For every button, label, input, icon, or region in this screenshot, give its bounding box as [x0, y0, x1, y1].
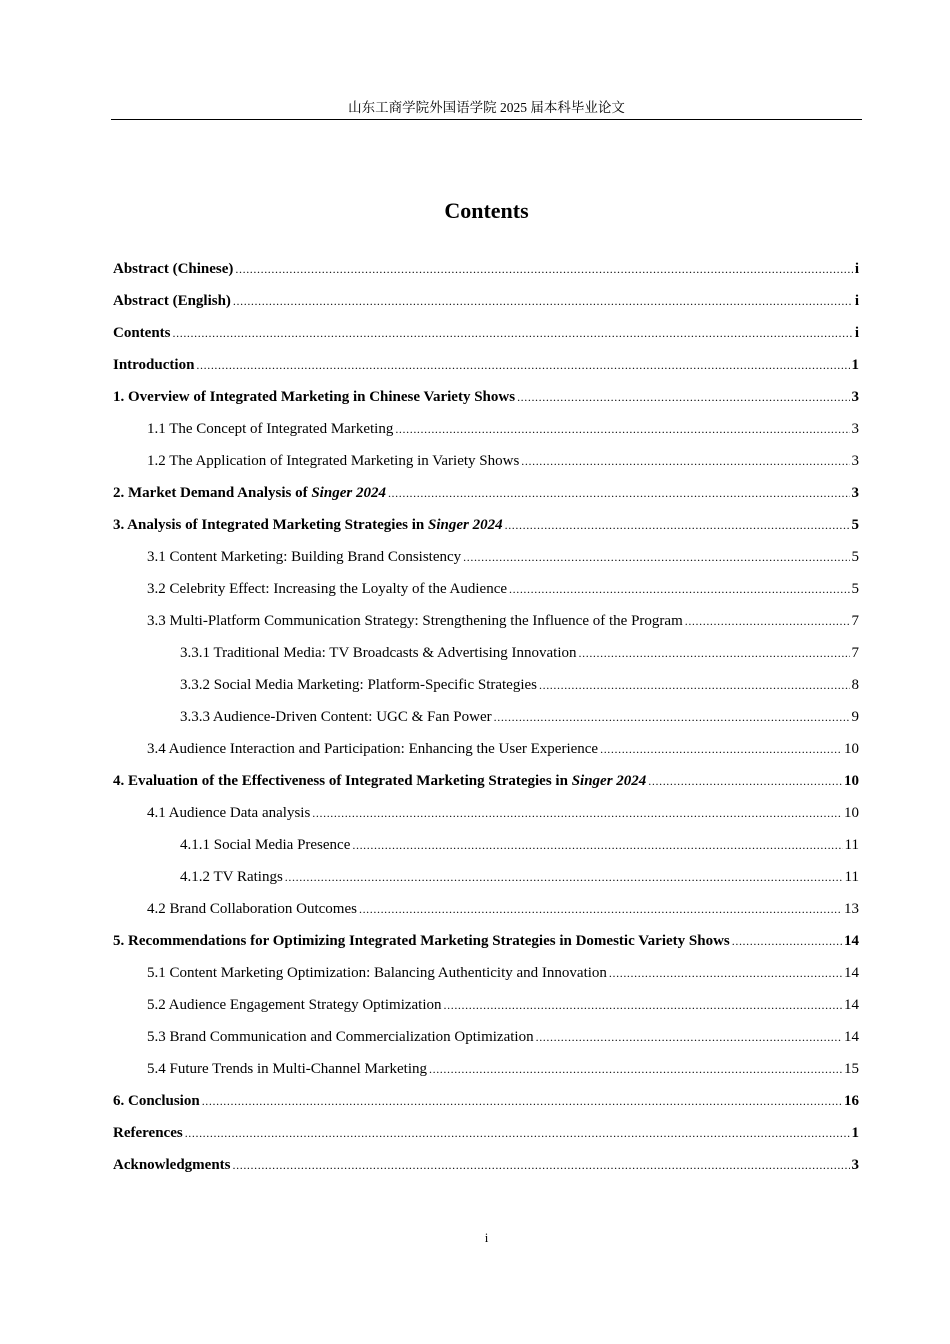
toc-entry-title-part: 5.2 Audience Engagement Strategy Optimization	[147, 997, 442, 1013]
toc-entry-page: 10	[844, 773, 859, 789]
toc-entry-page: 11	[844, 837, 859, 853]
toc-entry[interactable]	[113, 993, 859, 1025]
toc-entry-page: 3	[851, 389, 859, 405]
toc-entry-title	[180, 641, 577, 665]
toc-entry-title	[147, 961, 607, 985]
toc-entry-title	[147, 449, 519, 473]
toc-entry[interactable]	[113, 257, 859, 289]
toc-entry[interactable]	[113, 353, 859, 385]
toc-entry-title	[113, 929, 730, 953]
toc-dot-leader	[521, 449, 849, 473]
toc-entry[interactable]	[113, 737, 859, 769]
toc-entry-title	[113, 321, 171, 345]
toc-entry-title	[113, 513, 503, 537]
toc-entry[interactable]	[113, 897, 859, 929]
toc-dot-leader	[536, 1025, 842, 1049]
toc-entry-title	[147, 417, 393, 441]
toc-entry[interactable]	[113, 641, 859, 673]
toc-entry-page: i	[854, 293, 859, 309]
toc-entry-title	[113, 353, 194, 377]
toc-entry-title	[180, 865, 283, 889]
toc-entry-page: 14	[844, 997, 859, 1013]
toc-entry-page: 3	[851, 421, 859, 437]
toc-entry-title-part: Contents	[113, 325, 171, 341]
toc-dot-leader	[505, 513, 850, 537]
toc-entry-title-part: 1.2 The Application of Integrated Marketing in Variety Shows	[147, 453, 520, 469]
page-title: Contents	[444, 198, 529, 223]
toc-entry[interactable]	[113, 449, 859, 481]
toc-entry-page: 7	[851, 645, 859, 661]
toc-entry[interactable]	[113, 673, 859, 705]
toc-entry-title-part: Introduction	[113, 357, 195, 373]
toc-entry-page: 5	[851, 581, 859, 597]
toc-entry-title-part: Acknowledgments	[113, 1157, 231, 1173]
toc-entry-page: 10	[844, 741, 859, 757]
toc-entry[interactable]	[113, 833, 859, 865]
toc-entry-page: 5	[851, 517, 859, 533]
toc-dot-leader	[173, 321, 853, 345]
toc-entry-title	[113, 289, 231, 313]
toc-entry[interactable]	[113, 1153, 859, 1185]
toc-entry-title	[147, 801, 310, 825]
toc-entry-title	[113, 769, 646, 793]
toc-entry[interactable]	[113, 961, 859, 993]
toc-entry-title	[180, 705, 492, 729]
toc-dot-leader	[285, 865, 843, 889]
toc-dot-leader	[202, 1089, 842, 1113]
toc-dot-leader	[732, 929, 842, 953]
toc-dot-leader	[429, 1057, 842, 1081]
table-of-contents	[113, 257, 859, 1185]
toc-entry-page: 15	[844, 1061, 859, 1077]
toc-entry-title	[113, 385, 515, 409]
toc-entry-title-part: 3.3.1 Traditional Media: TV Broadcasts & Advertising Innovation	[180, 645, 577, 661]
toc-entry[interactable]	[113, 1121, 859, 1153]
toc-entry-title	[147, 737, 598, 761]
toc-entry-title-part: 5. Recommendations for Optimizing Integrated Marketing Strategies in Domestic Variety Shows	[113, 933, 730, 949]
toc-entry-page: 9	[851, 709, 859, 725]
running-header: 山东工商学院外国语学院 2025 届本科毕业论文	[348, 100, 625, 115]
toc-dot-leader	[395, 417, 849, 441]
toc-dot-leader	[685, 609, 850, 633]
toc-entry-title-part: 1. Overview of Integrated Marketing in Chinese Variety Shows	[113, 389, 516, 405]
toc-entry-title	[113, 481, 386, 505]
toc-dot-leader	[233, 289, 853, 313]
toc-entry-title-part: 3.4 Audience Interaction and Participation: Enhancing the User Experience	[147, 741, 599, 757]
toc-dot-leader	[388, 481, 850, 505]
toc-entry-title	[147, 545, 461, 569]
toc-entry-title-part: 5.3 Brand Communication and Commercialization Optimization	[147, 1029, 534, 1045]
toc-dot-leader	[609, 961, 842, 985]
toc-entry-page: i	[854, 261, 859, 277]
toc-entry[interactable]	[113, 513, 859, 545]
toc-dot-leader	[494, 705, 850, 729]
toc-dot-leader	[312, 801, 842, 825]
toc-entry-title	[113, 1153, 231, 1177]
toc-entry-title	[147, 1025, 534, 1049]
toc-dot-leader	[352, 833, 842, 857]
toc-entry-title-part: 4.2 Brand Collaboration Outcomes	[147, 901, 357, 917]
toc-entry[interactable]	[113, 1089, 859, 1121]
toc-dot-leader	[235, 257, 852, 281]
toc-entry[interactable]	[113, 1025, 859, 1057]
toc-entry-title-part: 1.1 The Concept of Integrated Marketing	[147, 421, 394, 437]
toc-dot-leader	[185, 1121, 850, 1145]
toc-entry-page: 1	[851, 357, 859, 373]
toc-entry[interactable]	[113, 769, 859, 801]
toc-entry-title-italic: Singer 2024	[571, 773, 647, 789]
toc-entry-title-italic: Singer 2024	[311, 485, 386, 501]
toc-entry-page: 1	[851, 1125, 859, 1141]
toc-entry-title-part: 5.1 Content Marketing Optimization: Balancing Authenticity and Innovation	[147, 965, 607, 981]
toc-entry-title-part: 3. Analysis of Integrated Marketing Strategies in	[113, 517, 428, 533]
toc-entry-page: 3	[851, 453, 859, 469]
toc-entry-title	[147, 1057, 427, 1081]
toc-entry-title	[180, 833, 350, 857]
toc-entry-title-part: 3.3.2 Social Media Marketing: Platform-Specific Strategies	[180, 677, 537, 693]
toc-entry[interactable]	[113, 929, 859, 961]
toc-entry-page: 3	[851, 485, 859, 501]
toc-entry-title-part: 4.1.1 Social Media Presence	[180, 837, 351, 853]
toc-entry-title	[147, 609, 683, 633]
toc-entry-title	[147, 993, 442, 1017]
toc-entry-title-part: 3.3.3 Audience-Driven Content: UGC & Fan Power	[180, 709, 492, 725]
toc-entry-title	[180, 673, 537, 697]
toc-dot-leader	[233, 1153, 850, 1177]
toc-entry[interactable]	[113, 481, 859, 513]
toc-entry-title-part: 3.2 Celebrity Effect: Increasing the Loyalty of the Audience	[147, 581, 508, 597]
toc-entry[interactable]	[113, 577, 859, 609]
toc-entry[interactable]	[113, 1057, 859, 1089]
toc-entry[interactable]	[113, 321, 859, 353]
toc-dot-leader	[600, 737, 842, 761]
toc-entry-title-part: References	[113, 1125, 183, 1141]
toc-entry-page: 5	[851, 549, 859, 565]
toc-dot-leader	[444, 993, 842, 1017]
toc-entry-page: 14	[844, 965, 859, 981]
toc-dot-leader	[648, 769, 842, 793]
toc-entry-title-part: Abstract (Chinese)	[113, 261, 234, 277]
toc-entry-title-part: 4. Evaluation of the Effectiveness of Integrated Marketing Strategies in	[113, 773, 572, 789]
toc-entry[interactable]	[113, 865, 859, 897]
toc-entry-title	[147, 577, 507, 601]
toc-entry[interactable]	[113, 385, 859, 417]
toc-dot-leader	[539, 673, 850, 697]
toc-entry-title-italic: Singer 2024	[427, 517, 503, 533]
toc-entry-page: 10	[844, 805, 859, 821]
toc-entry-title	[147, 897, 357, 921]
toc-entry-page: 14	[844, 1029, 859, 1045]
page-number: i	[484, 1230, 489, 1245]
toc-entry-title	[113, 1089, 200, 1113]
toc-entry-page: 14	[844, 933, 859, 949]
toc-entry-page: 3	[851, 1157, 859, 1173]
toc-entry-title-part: 3.1 Content Marketing: Building Brand Consistency	[147, 549, 462, 565]
toc-dot-leader	[359, 897, 842, 921]
toc-entry-title-part: 3.3 Multi-Platform Communication Strategy: Strengthening the Influence of the Program	[147, 613, 683, 629]
toc-entry[interactable]	[113, 609, 859, 641]
toc-entry-page: 16	[844, 1093, 859, 1109]
toc-entry[interactable]	[113, 801, 859, 833]
toc-dot-leader	[579, 641, 850, 665]
toc-entry-title	[113, 1121, 183, 1145]
toc-entry[interactable]	[113, 545, 859, 577]
toc-entry-title-part: 4.1.2 TV Ratings	[180, 869, 283, 885]
toc-dot-leader	[509, 577, 849, 601]
toc-entry-title	[113, 257, 233, 281]
toc-entry-title-part: 5.4 Future Trends in Multi-Channel Marketing	[147, 1061, 427, 1077]
toc-dot-leader	[463, 545, 849, 569]
toc-dot-leader	[517, 385, 849, 409]
toc-entry-page: 13	[844, 901, 859, 917]
toc-entry-title-part: 2. Market Demand Analysis of	[113, 485, 312, 501]
toc-entry[interactable]	[113, 289, 859, 321]
toc-dot-leader	[196, 353, 849, 377]
toc-entry-title-part: Abstract (English)	[113, 293, 231, 309]
toc-entry[interactable]	[113, 417, 859, 449]
toc-entry-title-part: 6. Conclusion	[113, 1093, 200, 1109]
header-rule	[111, 119, 862, 120]
toc-entry[interactable]	[113, 705, 859, 737]
toc-entry-page: i	[854, 325, 859, 341]
toc-entry-page: 11	[844, 869, 859, 885]
toc-entry-title-part: 4.1 Audience Data analysis	[147, 805, 311, 821]
toc-entry-page: 8	[851, 677, 859, 693]
toc-entry-page: 7	[851, 613, 859, 629]
